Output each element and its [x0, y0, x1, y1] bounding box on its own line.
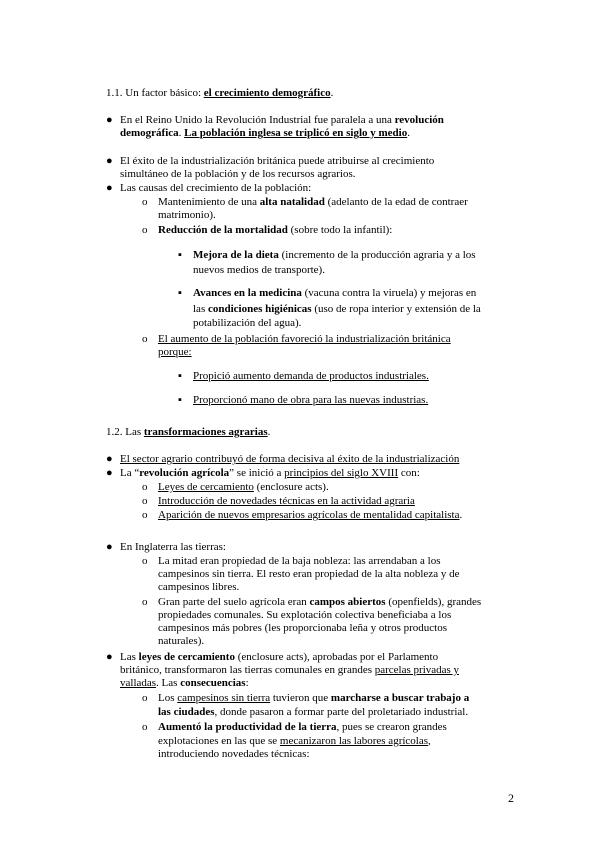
- paragraph-line: campesinos libres.: [158, 581, 240, 593]
- bullet-square: ▪: [178, 370, 182, 382]
- paragraph-line: explotaciones en las que se mecanizaron las labores agrícolas,: [158, 735, 431, 747]
- paragraph-line: El sector agrario contribuyó de forma decisiva al éxito de la industrialización: [120, 453, 460, 465]
- paragraph-line: propiedades comunales. Su explotación colectiva beneficiaba a los: [158, 609, 452, 621]
- bullet-circle: o: [142, 495, 148, 507]
- paragraph-line: En el Reino Unido la Revolución Industrial fue paralela a una revolución: [120, 114, 444, 126]
- bullet-circle: o: [142, 555, 148, 567]
- bullet-square: ▪: [178, 249, 182, 261]
- bullet-dot: ●: [106, 541, 113, 553]
- bullet-dot: ●: [106, 453, 113, 465]
- paragraph-line: Mejora de la dieta (incremento de la producción agraria y a los: [193, 249, 476, 261]
- paragraph-line: El aumento de la población favoreció la industrialización británica: [158, 333, 451, 345]
- bullet-circle: o: [142, 692, 148, 704]
- paragraph-line: Aumentó la productividad de la tierra, pues se crearon grandes: [158, 721, 447, 733]
- paragraph-line: Las causas del crecimiento de la población:: [120, 182, 312, 194]
- paragraph-line: británico, transformaron las tierras comunales en grandes parcelas privadas y: [120, 664, 460, 676]
- paragraph-line: porque:: [158, 346, 192, 358]
- paragraph-line: naturales).: [158, 635, 205, 647]
- bullet-dot: ●: [106, 114, 113, 126]
- paragraph-line: potabilización del agua).: [193, 317, 302, 329]
- paragraph-line: Leyes de cercamiento (enclosure acts).: [158, 481, 329, 493]
- paragraph-line: Reducción de la mortalidad (sobre todo la infantil):: [158, 224, 393, 236]
- bullet-circle: o: [142, 481, 148, 493]
- paragraph-line: Las leyes de cercamiento (enclosure acts), aprobadas por el Parlamento: [120, 651, 439, 663]
- paragraph-line: Avances en la medicina (vacuna contra la viruela) y mejoras en: [193, 287, 477, 299]
- title-link-1: el crecimiento demográfico: [203, 87, 331, 99]
- bullet-dot: ●: [106, 467, 113, 479]
- bullet-circle: o: [142, 721, 148, 733]
- paragraph-line: En Inglaterra las tierras:: [120, 541, 226, 553]
- paragraph-line: las ciudades, donde pasaron a formar parte del proletariado industrial.: [158, 706, 469, 718]
- paragraph-line: La “revolución agrícola” se inició a principios del siglo XVIII con:: [120, 467, 420, 479]
- bullet-circle: o: [142, 333, 148, 345]
- paragraph-line: Proporcionó mano de obra para las nuevas industrias.: [193, 394, 429, 406]
- section-title-1: 1.1. Un factor básico: el crecimiento demográfico.: [106, 87, 334, 99]
- paragraph-line: campesinos sin tierra. El resto eran propiedad de la alta nobleza y de: [158, 568, 460, 580]
- paragraph-line: demográfica. La población inglesa se triplicó en siglo y medio.: [120, 127, 410, 139]
- bullet-dot: ●: [106, 651, 113, 663]
- title-link-2: transformaciones agrarias: [143, 426, 268, 438]
- paragraph-line: valladas. Las consecuencias:: [120, 677, 249, 689]
- bullet-dot: ●: [106, 155, 113, 167]
- paragraph-line: las condiciones higiénicas (uso de ropa interior y extensión de la: [193, 303, 481, 315]
- paragraph-line: Gran parte del suelo agrícola eran campos abiertos (openfields), grandes: [158, 596, 482, 608]
- paragraph-line: Aparición de nuevos empresarios agrícolas de mentalidad capitalista.: [158, 509, 463, 521]
- bullet-circle: o: [142, 196, 148, 208]
- paragraph-line: simultáneo de la población y de los recursos agrarios.: [120, 168, 356, 180]
- paragraph-line: Mantenimiento de una alta natalidad (adelanto de la edad de contraer: [158, 196, 468, 208]
- bullet-dot: ●: [106, 182, 113, 194]
- paragraph-line: introduciendo novedades técnicas:: [158, 748, 310, 760]
- paragraph-line: La mitad eran propiedad de la baja nobleza: las arrendaban a los: [158, 555, 441, 567]
- bullet-circle: o: [142, 224, 148, 236]
- paragraph-line: matrimonio).: [158, 209, 216, 221]
- paragraph-line: campesinos más pobres (les proporcionaba leña y otros productos: [158, 622, 447, 634]
- page-number: 2: [508, 791, 514, 805]
- paragraph-line: Los campesinos sin tierra tuvieron que marcharse a buscar trabajo a: [158, 692, 470, 704]
- paragraph-line: Propició aumento demanda de productos industriales.: [193, 370, 429, 382]
- section-title-2: 1.2. Las transformaciones agrarias.: [106, 426, 271, 438]
- bullet-square: ▪: [178, 287, 182, 299]
- bullet-circle: o: [142, 509, 148, 521]
- paragraph-line: El éxito de la industrialización británica puede atribuirse al crecimiento: [120, 155, 435, 167]
- bullet-circle: o: [142, 596, 148, 608]
- bullet-square: ▪: [178, 394, 182, 406]
- paragraph-line: Introducción de novedades técnicas en la actividad agraria: [158, 495, 415, 507]
- paragraph-line: nuevos medios de transporte).: [193, 264, 325, 276]
